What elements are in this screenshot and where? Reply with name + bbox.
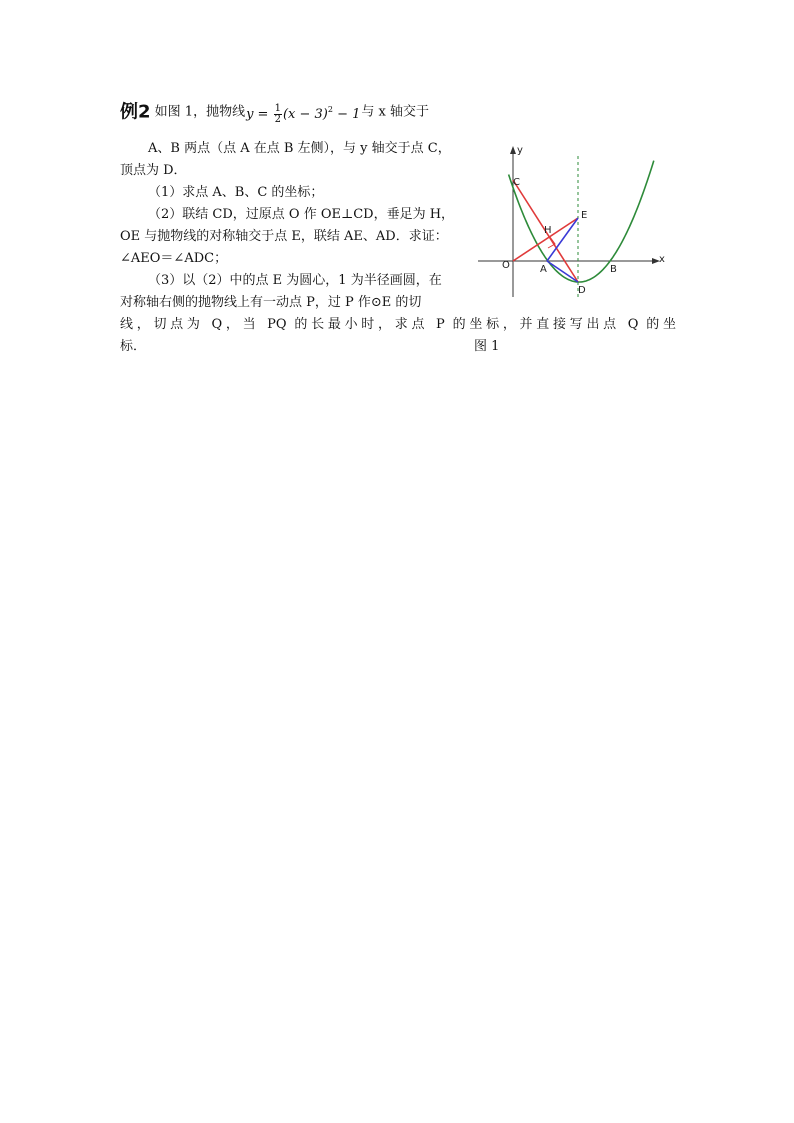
formula-lhs: y =: [246, 107, 273, 122]
fraction-numerator: 1: [274, 103, 281, 114]
problem-intro-end: 与 x 轴交于: [361, 104, 430, 120]
problem-line-1: A、B 两点（点 A 在点 B 左侧），与 y 轴交于点 C，: [148, 141, 451, 156]
problem-heading: [120, 96, 429, 129]
label-h: H: [544, 225, 552, 236]
segment-ad: [547, 261, 578, 282]
label-o: O: [502, 260, 510, 271]
label-a: A: [540, 264, 547, 275]
parabola-diagram: [470, 140, 670, 300]
formula-fraction: [274, 104, 282, 125]
question-3-line-4: 标．: [120, 339, 147, 354]
label-e: E: [581, 210, 588, 221]
label-x-axis: x: [659, 254, 665, 265]
question-2-line-1: （2）联结 CD，过原点 O 作 OE⊥CD，垂足为 H，: [148, 207, 455, 222]
parabola-curve: [509, 161, 654, 282]
label-d: D: [578, 285, 586, 296]
label-b: B: [610, 264, 617, 275]
problem-line-2: 顶点为 D．: [120, 163, 187, 178]
formula-exponent: 2: [327, 105, 333, 114]
formula-body: (x − 3): [282, 107, 328, 122]
y-axis-arrow: [510, 146, 516, 154]
fraction-denominator: 2: [274, 114, 281, 125]
question-2-line-3: ∠AEO＝∠ADC；: [120, 251, 228, 266]
question-3-line-3: 线，切点为 Q，当 PQ 的长最小时，求点 P 的坐标，并直接写出点 Q 的坐: [120, 317, 676, 332]
question-3-line-1: （3）以（2）中的点 E 为圆心，1 为半径画圆，在: [148, 273, 442, 288]
formula-tail: − 1: [332, 107, 361, 122]
label-y-axis: y: [517, 145, 523, 156]
example-label: 例2: [120, 101, 151, 123]
figure-caption: 图 1: [474, 339, 500, 354]
question-3-line-2: 对称轴右侧的抛物线上有一动点 P，过 P 作⊙E 的切: [120, 295, 422, 310]
problem-intro: 如图 1，抛物线: [154, 104, 246, 120]
parabola-formula: [246, 96, 360, 129]
label-c: C: [513, 177, 520, 188]
figure-1: [470, 140, 670, 304]
question-1: （1）求点 A、B、C 的坐标；: [148, 185, 324, 200]
question-2-line-2: OE 与抛物线的对称轴交于点 E，联结 AE、AD．求证：: [120, 229, 448, 244]
right-angle-mark: [548, 237, 555, 248]
